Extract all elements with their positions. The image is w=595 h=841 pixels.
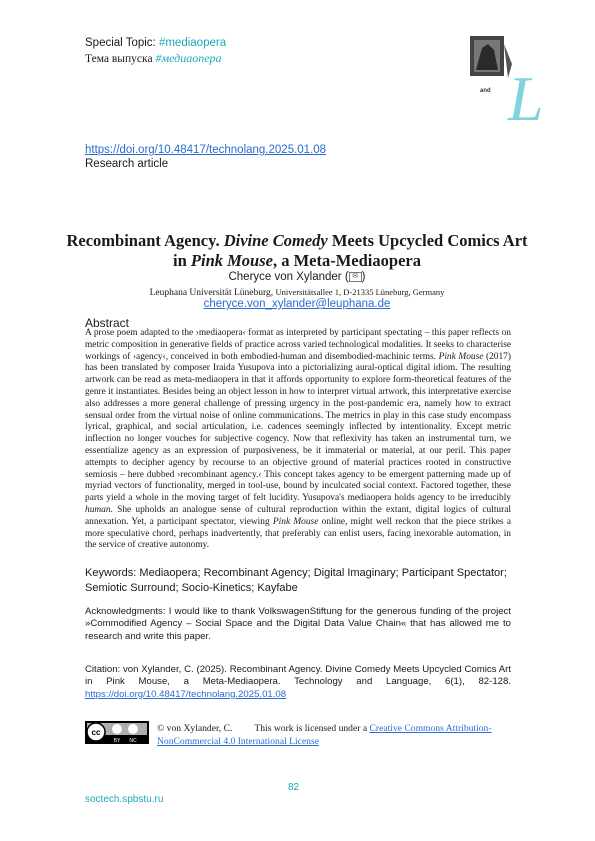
topic-label: Special Topic: [85,37,159,49]
license-holder: © von Xylander, C. [157,723,233,734]
svg-text:BY: BY [113,738,121,744]
license-link[interactable]: Creative Commons Attribution-NonCommercial 4.0 International License [157,723,492,747]
keywords [85,566,511,595]
cc-icon: cc [91,728,101,737]
page-number: 82 [288,782,300,793]
author-email[interactable]: cheryce.von_xylander@leuphana.de [203,298,391,310]
author-name: Cheryce von Xylander [228,271,342,283]
doi-link[interactable]: https://doi.org/10.48417/technolang.2025.01.08 [85,144,327,156]
by-icon [112,724,122,734]
abstract-heading: Abstract [85,316,130,330]
author-line: Cheryce von Xylander ( ✉ ) [228,271,366,283]
topic-label-ru: Тема выпуска [85,53,156,65]
topic-tag[interactable]: #mediaopera [158,37,227,49]
special-topic [85,36,226,67]
cc-license-badge[interactable] [85,721,149,744]
site-url[interactable]: soctech.spbstu.ru [85,794,164,805]
mail-icon[interactable]: ✉ [349,272,362,282]
article-type: Research article [85,158,169,170]
svg-text:NC: NC [129,738,137,744]
keywords-text: Mediaopera; Recombinant Agency; Digital Imaginary; Participant Spectator; Semiotic Surround; Socio-Kinetics; Kayfabe [85,567,507,594]
keywords-label: Keywords: [85,567,140,579]
topic-tag-ru[interactable]: #медиаопера [155,51,222,65]
abstract-text: A prose poem adapted to the ›mediaopera‹ format as interpreted by participant spectating – this paper reflects on metric composition in generative fields of practice across varied technological modalities. It seeks to characterise workings of ›agency‹, conceived in both embodied-human and disembodied-machinic terms. Pink Mouse (2017) has been translated by composer Iraida Yusupova into a pictorializing aural-optical digital idiom. The resulting artwork can be read as meta-mediaopera in that it affords opportunity to explore form-theoretical features of the genre it instantiates. Besides being an object lesson in how to interpret virtual artwork, this interpretative exercise also addresses a more general challenge of pressing urgency in the post-pandemic era, namely how to extract sensual order from the virtual noise of online communications. The metrics in play in this case study encompass lyrical, graphical, and social articulation, i.e. cadences seemingly inflected by intentionality. Except metric inflection no longer vouches for subjective cogency. Now that reflexivity has taken an instrumental turn, we essentialize agency as an expression of purposiveness, be it immaterial or material, at our peril. This paper attempts to decipher agency by recourse to an objective ground of material practices rooted in constructive semiosis – here dubbed ›recombinant agency.‹ This concept takes agency to be emergent patterning made up of myriad vectors of functionality, merged in tool-use, bound by inculcated social context. Factored together, these parts yield a whole in the moving target of felt lucidity. Yusupova's mediaopera holds agency to be irreducibly human. She upholds an analogue sense of cultural reproduction within the extant, digital logics of cultural annexation. Yet, a participant spectator, viewing Pink Mouse online, might well reckon that the piece strikes a more speculative chord, perhaps inadvertently, that preferably can enlist users, facing inexorable automation, in the service of creative autonomy. [85,328,511,551]
affiliation: Leuphana Universität Lüneburg, Universitätsallee 1, D-21335 Lüneburg, Germany [149,287,445,298]
article-title: Recombinant Agency. Divine Comedy Meets Upcycled Comics Art in Pink Mouse, a Meta-Mediaopera [66,231,528,270]
license-text: © von Xylander, C. This work is licensed under a Creative Commons Attribution-NonCommercial 4.0 International License [157,723,492,747]
citation-doi-link[interactable]: https://doi.org/10.48417/technolang.2025.01.08 [85,688,287,700]
citation [85,664,511,701]
logo-letter: L [508,63,544,134]
journal-logo [468,34,544,134]
nc-icon [128,724,138,734]
logo-small-text: and [480,88,491,94]
acknowledgments: Acknowledgments: I would like to thank VolkswagenStiftung for the generous funding of the project »Commodified Agency – Social Space and the Digital Data Value Chain« that has allowed me to research and write this paper. [85,606,511,642]
citation-text: Citation: von Xylander, C. (2025). Recombinant Agency. Divine Comedy Meets Upcycled Comics Art in Pink Mouse, a Meta-Mediaopera. Technology and Language, 6(1), 82-128. [85,664,511,688]
